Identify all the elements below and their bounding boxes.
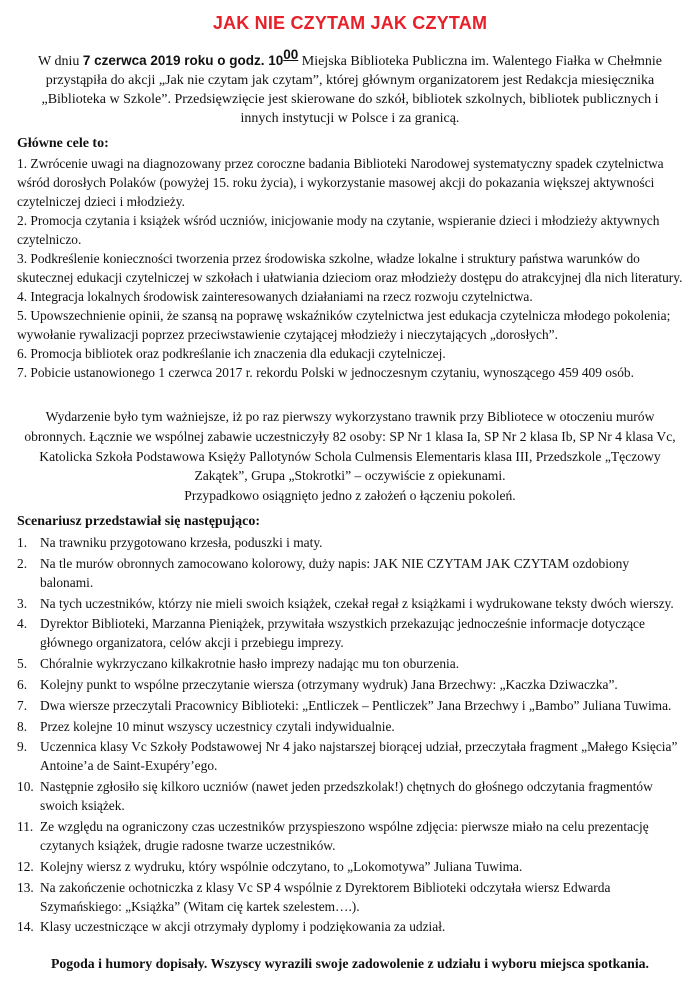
item-text: Następnie zgłosiło się kilkoro uczniów (nawet jeden przedszkolak!) chętnych do głośnego odczytania fragmentów swoich książek.: [40, 779, 653, 814]
goal-item: 5. Upowszechnienie opinii, że szansą na poprawę wskaźników czytelnictwa jest edukacja czytelnicza młodego pokolenia; wywołanie rywalizacji poprzez przeciwstawienie czytającej młodzieży i nieczytających „dorosłych”.: [17, 308, 671, 342]
list-item: [17, 654, 683, 673]
list-item: [17, 817, 683, 855]
list-item: [17, 594, 683, 613]
item-number: 14.: [17, 919, 34, 935]
item-text: Na zakończenie ochotniczka z klasy Vc SP 4 wspólnie z Dyrektorem Biblioteki odczytała wiersz Edwarda Szymańskiego: „Książka” (Witam cię kartek szelestem….).: [40, 879, 611, 914]
goal-item: 4. Integracja lokalnych środowisk zainteresowanych działaniami na rzecz rozwoju czytelnictwa.: [17, 289, 533, 304]
intro-time-sup: 00: [283, 47, 299, 62]
goal-item: 7. Pobicie ustanowionego 1 czerwca 2017 r. rekordu Polski w jednoczesnym czytaniu, wynoszącego 459 409 osób.: [17, 365, 634, 380]
list-item: [17, 533, 683, 552]
goal-item: 3. Podkreślenie konieczności tworzenia przez środowiska szkolne, władze lokalne i struktury państwa warunków do skutecznej edukacji czytelniczej w szkołach i ułatwiania dzieciom oraz młodzieży dostępu do atrakcyjnej dla nich literatury.: [17, 251, 683, 285]
closing-statement: Pogoda i humory dopisały. Wszyscy wyrazili swoje zadowolenie z udziału i wyboru miejsca spotkania.: [50, 956, 649, 971]
list-item: [17, 717, 683, 736]
event-paragraph: Wydarzenie było tym ważniejsze, iż po raz pierwszy wykorzystano trawnik przy Bibliotece w otoczeniu murów obronnych. Łącznie we wspólnej zabawie uczestniczyły 82 osoby: SP Nr 1 klasa Ia, SP Nr 2 klasa Ib, SP Nr 4 klasa Vc, Katolicka Szkoła Podstawowa Księży Pallotynów Schola Culmensis Elementaris klasa III, Przedszkole „Tęczowy Zakątek”, Grupa „Stokrotki” – oczywiście z opiekunami.: [24, 409, 676, 484]
item-text: Kolejny wiersz z wydruku, który wspólnie odczytano, to „Lokomotywa” Juliana Tuwima.: [40, 858, 523, 874]
list-item: [17, 696, 683, 715]
item-text: Uczennica klasy Vc Szkoły Podstawowej Nr 4 jako najstarszej biorącej udział, przeczytała fragment „Małego Księcia” Antoine’a de Saint-Exupéry’ego.: [40, 739, 678, 774]
list-item: [17, 675, 683, 694]
item-text: Na tych uczestników, którzy nie mieli swoich książek, czekał regał z książkami i wydrukowane teksty dwóch wierszy.: [40, 595, 674, 611]
intro-prefix: W dniu: [38, 54, 83, 69]
goal-item: 1. Zwrócenie uwagi na diagnozowany przez coroczne badania Biblioteki Narodowej systematyczny spadek czytelnictwa wśród dorosłych Polaków (powyżej 15. roku życia), i wykorzystanie masowej akcji do pokazania większej aktywności czytelniczej dzieci i młodzieży.: [17, 156, 664, 209]
list-item: [17, 737, 683, 775]
scenario-heading: Scenariusz przedstawiał się następująco:: [17, 514, 261, 529]
item-number: 11.: [17, 818, 34, 834]
item-text: Na trawniku przygotowano krzesła, poduszki i maty.: [40, 535, 323, 550]
intro-rest: Miejska Biblioteka Publiczna im. Walentego Fiałka w Chełmnie przystąpiła do akcji „Jak nie czytam jak czytam”, której głównym organizatorem jest Redakcja miesięcznika „Biblioteka w Szkole”. Przedsięwzięcie jest skierowane do szkół, bibliotek szkolnych, bibliotek publicznych i innych instytucji w Polsce i za granicą.: [41, 54, 662, 126]
list-item: [17, 554, 683, 592]
item-text: Ze względu na ograniczony czas uczestników przyspieszono wspólne zdjęcia: pierwsze miało na celu prezentację czytanych książek, drugie radosne twarze uczestników.: [40, 818, 649, 853]
item-text: Kolejny punkt to wspólne przeczytanie wiersza (otrzymany wydruk) Jana Brzechwy: „Kaczka Dziwaczka”.: [40, 676, 618, 692]
item-number: 2.: [17, 555, 28, 571]
goals-heading: Główne cele to:: [17, 136, 109, 151]
goals-list: [17, 154, 683, 382]
item-number: 10.: [17, 779, 34, 795]
scenario-list: [17, 533, 683, 938]
page-title: JAK NIE CZYTAM JAK CZYTAM: [212, 13, 488, 33]
item-text: Przez kolejne 10 minut wszyscy uczestnicy czytali indywidualnie.: [40, 718, 395, 734]
item-number: 13.: [17, 879, 34, 895]
item-number: 1.: [17, 535, 28, 550]
item-text: Na tle murów obronnych zamocowano kolorowy, duży napis: JAK NIE CZYTAM JAK CZYTAM ozdobiony balonami.: [40, 555, 630, 590]
item-number: 4.: [17, 616, 28, 632]
item-number: 3.: [17, 595, 28, 611]
event-note: Przypadkowo osiągnięto jedno z założeń o łączeniu pokoleń.: [184, 488, 516, 504]
item-text: Klasy uczestniczące w akcji otrzymały dyplomy i podziękowania za udział.: [40, 919, 446, 935]
list-item: [17, 777, 683, 815]
list-item: [17, 878, 683, 916]
item-text: Chóralnie wykrzyczano kilkakrotnie hasło imprezy nadając mu ton oburzenia.: [40, 656, 460, 672]
item-text: Dyrektor Biblioteki, Marzanna Pieniążek, przywitała wszystkich przekazując jednocześnie informacje dotyczące głównego organizatora, celów akcji i przebiegu imprezy.: [40, 616, 645, 651]
item-number: 6.: [17, 676, 28, 692]
intro-date: 7 czerwca 2019 roku o godz. 10: [82, 53, 284, 68]
item-number: 9.: [17, 739, 28, 755]
event-section: [24, 407, 676, 506]
goal-item: 2. Promocja czytania i książek wśród uczniów, inicjowanie mody na czytanie, wspieranie dzieci i młodzieży aktywnych czytelniczo.: [17, 213, 660, 247]
item-number: 12.: [17, 858, 34, 874]
list-item: [17, 917, 683, 936]
item-text: Dwa wiersze przeczytali Pracownicy Biblioteki: „Entliczek – Pentliczek” Jana Brzechwy i „Bambo” Juliana Tuwima.: [40, 697, 672, 713]
list-item: [17, 857, 683, 876]
item-number: 7.: [17, 697, 28, 713]
intro-paragraph: [24, 45, 676, 128]
item-number: 8.: [17, 718, 28, 734]
goal-item: 6. Promocja bibliotek oraz podkreślanie ich znaczenia dla edukacji czytelniczej.: [17, 346, 446, 361]
item-number: 5.: [17, 656, 28, 672]
list-item: [17, 614, 683, 652]
